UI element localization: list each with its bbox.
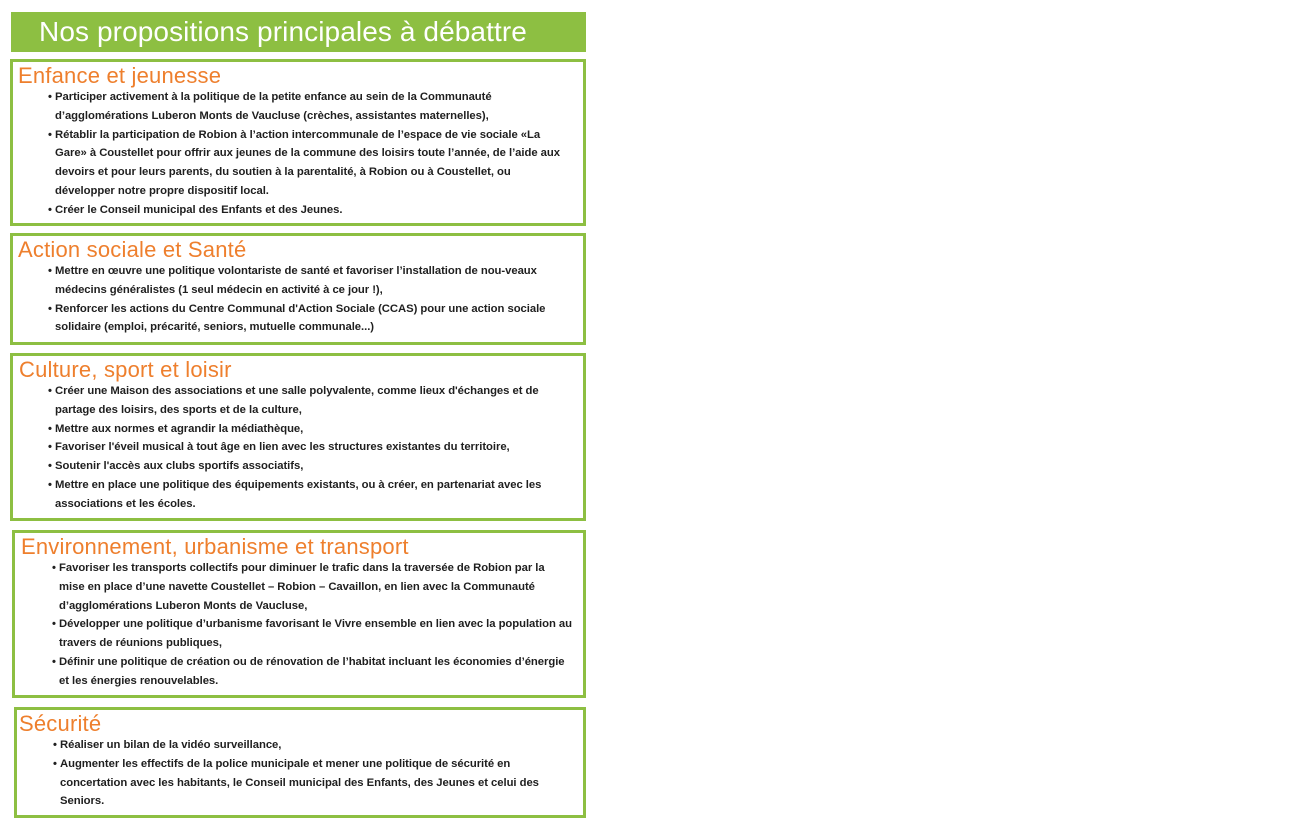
list-item: • Soutenir l'accès aux clubs sportifs associatifs,	[48, 457, 583, 476]
list-item: • Créer une Maison des associations et une salle polyvalente, comme lieux d'échanges et de partage des loisirs, des sports et de la culture,	[48, 382, 583, 420]
page-title: Nos propositions principales à débattre	[39, 16, 527, 47]
proposal-list	[15, 559, 583, 691]
list-item: • Rétablir la participation de Robion à l’action intercommunale de l’espace de vie sociale «La Gare» à Coustellet pour offrir aux jeunes de la commune des loisirs toute l’année, de l’aide aux devoirs et pour leurs parents, du soutien à la parentalité, à Robion ou à Coustellet, ou développer notre propre dispositif local.	[48, 126, 583, 201]
section-title: Environnement, urbanisme et transport	[21, 534, 409, 559]
list-item: • Définir une politique de création ou de rénovation de l’habitat incluant les économies d’énergie et les énergies renouvelables.	[52, 653, 583, 691]
list-item: • Renforcer les actions du Centre Communal d'Action Sociale (CCAS) pour une action sociale solidaire (emploi, précarité, seniors, mutuelle communale...)	[48, 300, 583, 338]
list-item: • Favoriser les transports collectifs pour diminuer le trafic dans la traversée de Robion par la mise en place d’une navette Coustellet – Robion – Cavaillon, en lien avec la Communauté d’agglomérations Luberon Monts de Vaucluse,	[52, 559, 583, 615]
proposal-list	[13, 382, 583, 514]
page-title-banner	[11, 12, 586, 52]
section-action-sociale-sante	[10, 233, 586, 345]
list-item: • Mettre en œuvre une politique volontariste de santé et favoriser l’installation de nou-veaux médecins généralistes (1 seul médecin en activité à ce jour !),	[48, 262, 583, 300]
list-item: • Développer une politique d’urbanisme favorisant le Vivre ensemble en lien avec la population au travers de réunions publiques,	[52, 615, 583, 653]
list-item: • Favoriser l'éveil musical à tout âge en lien avec les structures existantes du territoire,	[48, 438, 583, 457]
section-title: Enfance et jeunesse	[18, 63, 222, 88]
list-item: • Créer le Conseil municipal des Enfants et des Jeunes.	[48, 201, 583, 220]
section-enfance-jeunesse	[10, 59, 586, 226]
proposal-list	[17, 736, 583, 811]
list-item: • Mettre aux normes et agrandir la médiathèque,	[48, 420, 583, 439]
section-culture-sport-loisir	[10, 353, 586, 521]
section-title: Culture, sport et loisir	[19, 357, 232, 382]
section-title: Sécurité	[19, 711, 102, 736]
list-item: • Augmenter les effectifs de la police municipale et mener une politique de sécurité en concertation avec les habitants, le Conseil municipal des Enfants, des Jeunes et celui des Seniors.	[53, 755, 583, 811]
section-title: Action sociale et Santé	[18, 237, 247, 262]
list-item: • Réaliser un bilan de la vidéo surveillance,	[53, 736, 583, 755]
proposal-list	[13, 262, 583, 337]
section-securite	[14, 707, 586, 818]
list-item: • Mettre en place une politique des équipements existants, ou à créer, en partenariat avec les associations et les écoles.	[48, 476, 583, 514]
proposal-list	[13, 88, 583, 220]
section-environnement-urbanisme-transport	[12, 530, 586, 698]
list-item: • Participer activement à la politique de la petite enfance au sein de la Communauté d’agglomérations Luberon Monts de Vaucluse (crèches, assistantes maternelles),	[48, 88, 583, 126]
